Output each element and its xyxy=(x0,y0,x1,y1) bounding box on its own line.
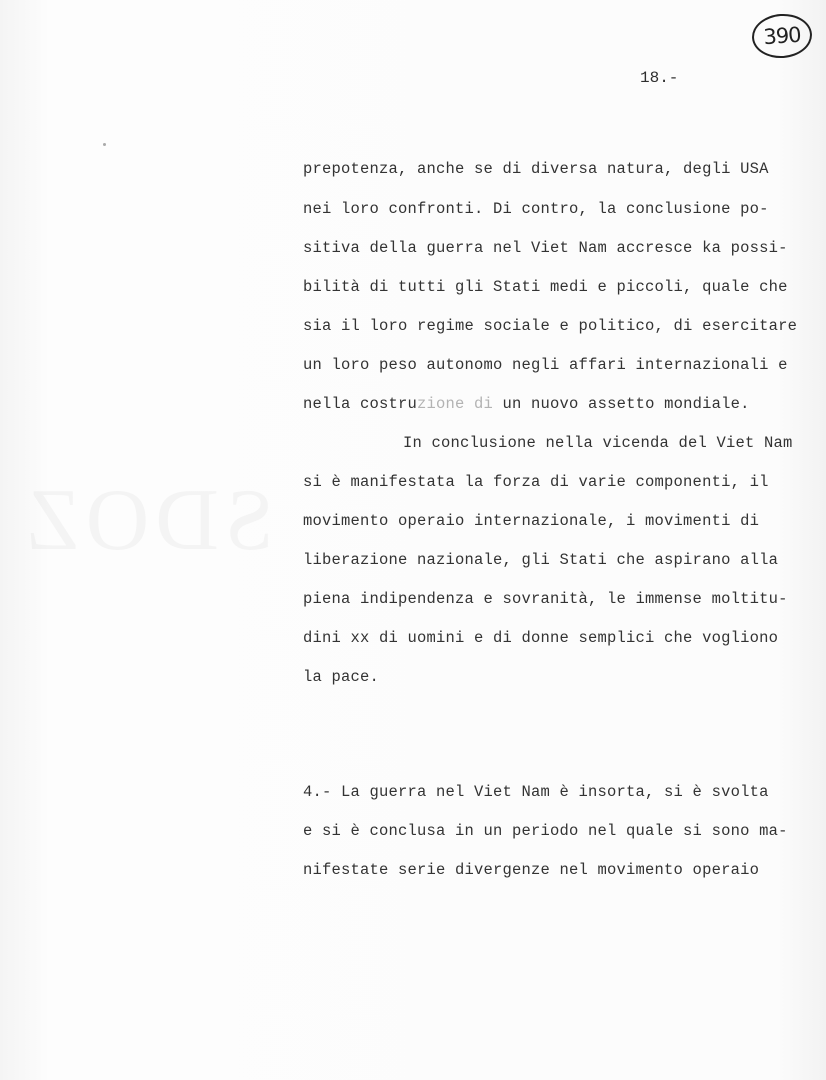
text-line: nei loro confronti. Di contro, la conclusione po- xyxy=(303,200,769,218)
text-line: e si è conclusa in un periodo nel quale si sono ma- xyxy=(303,822,788,840)
text-line: movimento operaio internazionale, i movimenti di xyxy=(303,512,760,530)
text-line: si è manifestata la forza di varie componenti, il xyxy=(303,473,769,491)
paper-speck xyxy=(103,143,106,146)
text-line: sia il loro regime sociale e politico, di esercitare xyxy=(303,317,798,335)
text-line: nifestate serie divergenze nel movimento operaio xyxy=(303,861,760,879)
text-segment: un nuovo assetto mondiale. xyxy=(493,395,750,413)
text-line-with-faded-ink xyxy=(303,394,750,414)
text-line: prepotenza, anche se di diversa natura, degli USA xyxy=(303,160,769,178)
text-line: piena indipendenza e sovranità, le immense moltitu- xyxy=(303,590,788,608)
text-segment: nella costru xyxy=(303,395,418,413)
text-line: sitiva della guerra nel Viet Nam accresce ka possi- xyxy=(303,239,788,257)
text-line: liberazione nazionale, gli Stati che aspirano alla xyxy=(303,551,779,569)
text-line: bilità di tutti gli Stati medi e piccoli, quale che xyxy=(303,278,788,296)
text-line: dini xx di uomini e di donne semplici che vogliono xyxy=(303,629,779,647)
paragraph-first-line: In conclusione nella vicenda del Viet Nam xyxy=(403,434,793,452)
page-number: 18.- xyxy=(640,69,679,87)
text-line: la pace. xyxy=(303,668,380,686)
bleed-through-text xyxy=(20,470,274,571)
faded-text-segment: zione di xyxy=(417,395,494,413)
archive-stamp: 390 xyxy=(751,12,814,60)
section-heading-line: 4.- La guerra nel Viet Nam è insorta, si è svolta xyxy=(303,783,769,801)
text-line: un loro peso autonomo negli affari internazionali e xyxy=(303,356,788,374)
